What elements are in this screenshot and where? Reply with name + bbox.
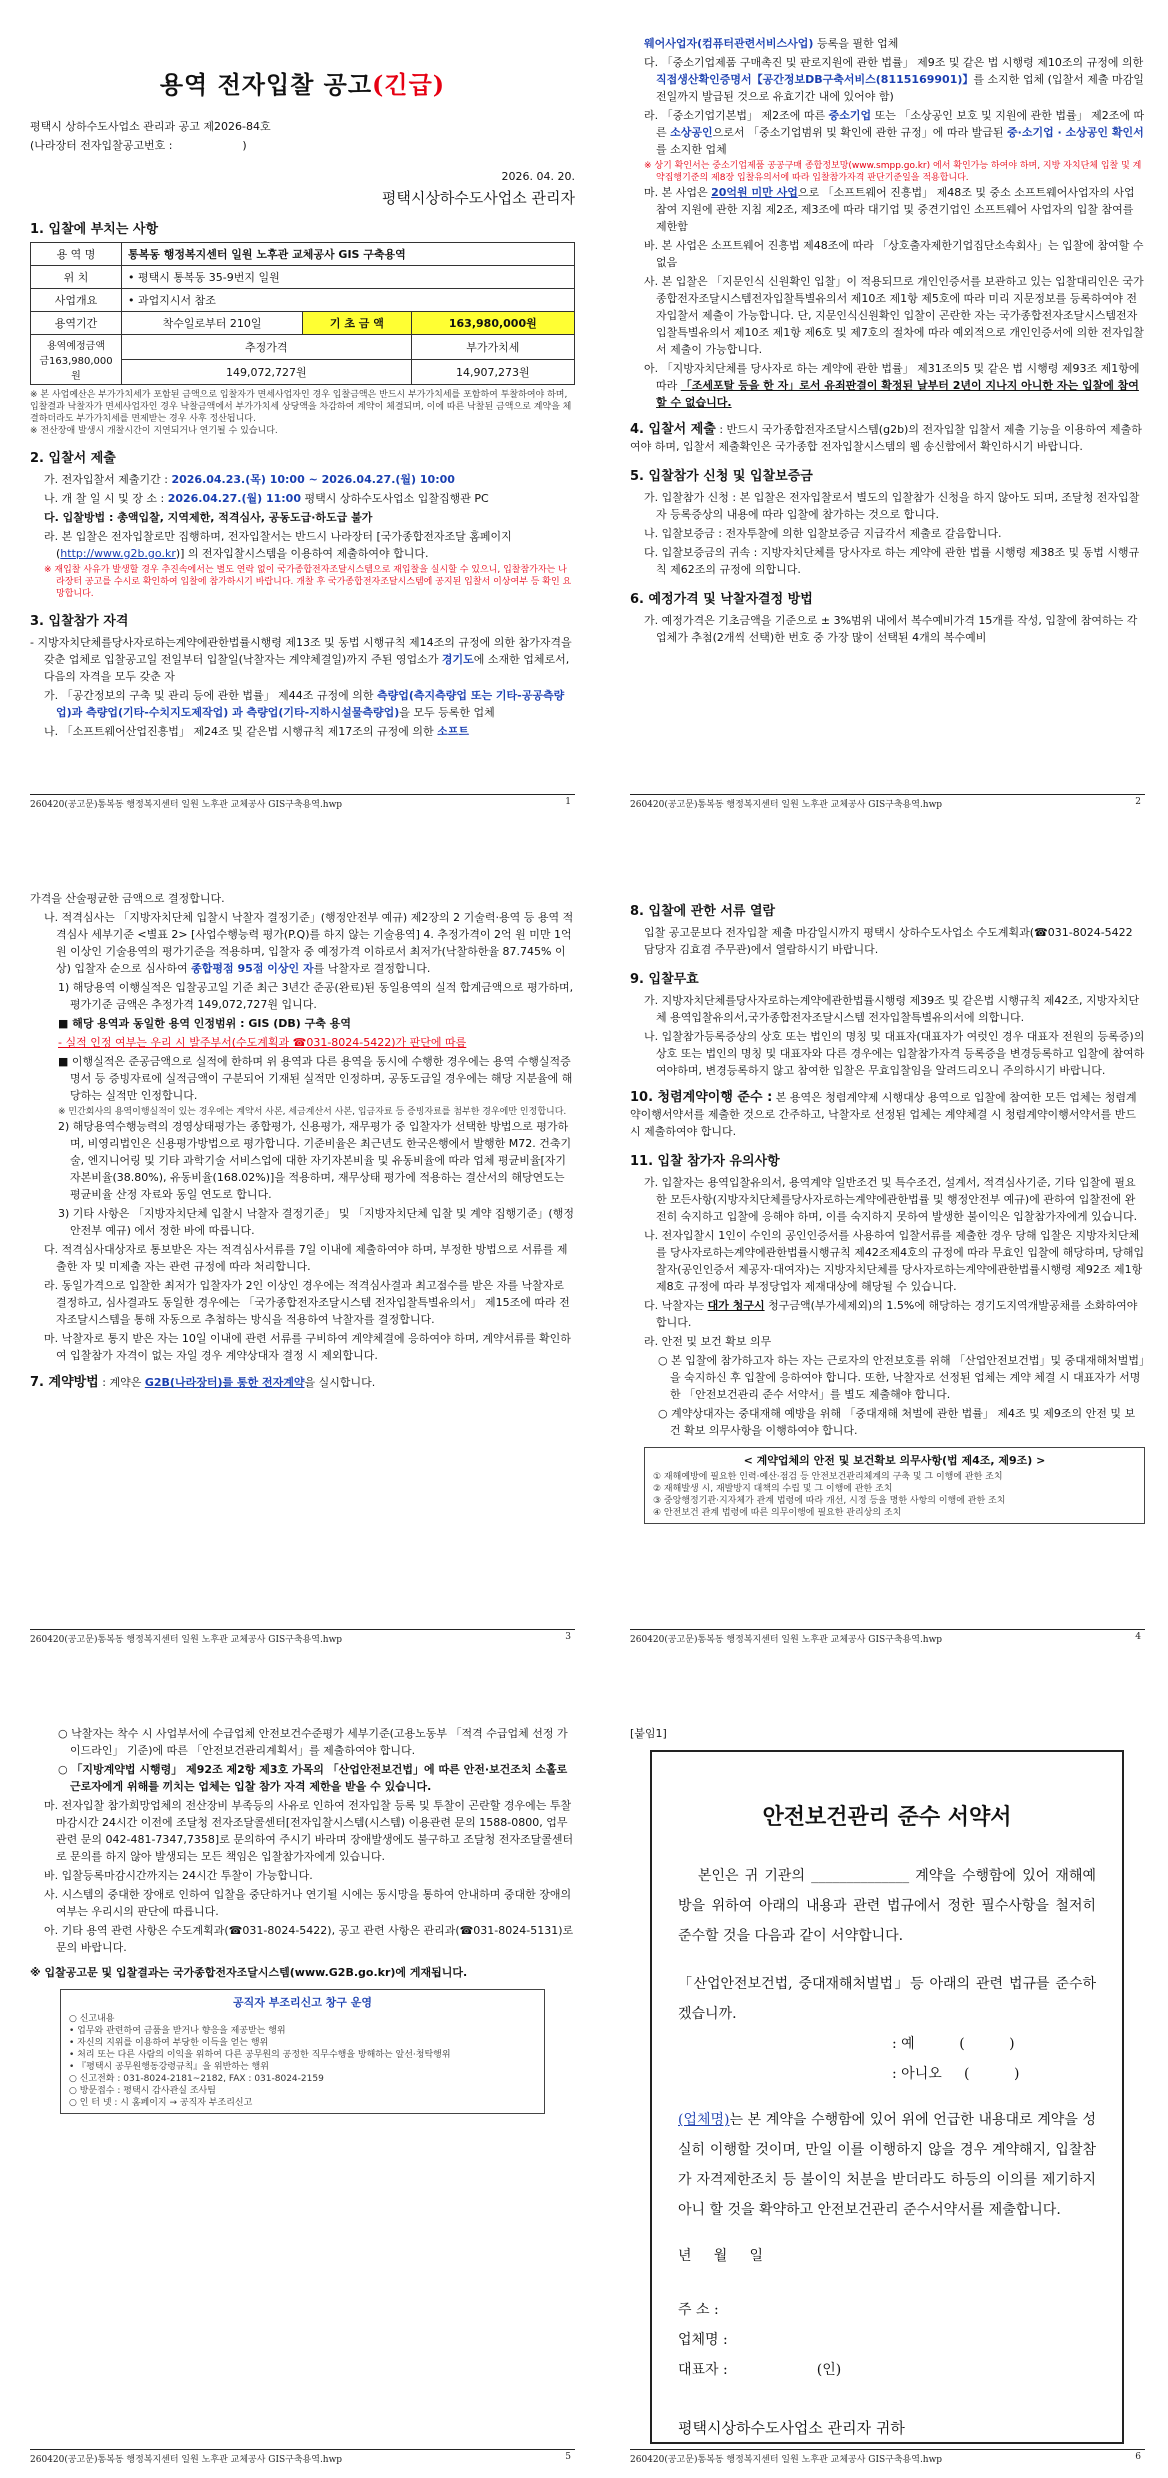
participation-apply: 가. 입찰참가 신청 : 본 입찰은 전자입찰로서 별도의 입찰참가 신청을 하지 않아도 되며, 조달청 전자입찰자 등록증상의 내용에 따라 입찰에 참가하는 것으로 합니다. [644,491,1140,521]
list-item: • 처리 또는 다른 사람의 이익을 위하여 다른 공무원의 공정한 직무수행을 방해하는 알선·청탁행위 [69,2050,451,2060]
bidder-duty: 가. 입찰자는 용역입찰유의서, 용역계약 일반조건 및 특수조건, 설계서, 적격심사기준, 기타 입찰에 필요한 모든사항(지방자치단체를당사자로하는계약에관한법률 및 행정안전부 예규)에 관하여 입찰전에 완전히 숙지하고 입찰에 응해야 하며, 이를 숙지하지 못하여 발생한 불이익은 입찰참가자에게 있습니다. [644,1176,1138,1223]
bond-purchase: 다. 낙찰자는 대가 청구시 청구금액(부가세제외)의 1.5%에 해당하는 경기도지역개발공채를 소화하여야 합니다. [644,1299,1138,1329]
certificate-misuse: 나. 전자입찰시 1인이 수인의 공인인증서를 사용하여 입찰서류를 제출한 경우 당해 입찰은 지방자치단체를 당사자로하는계약에관한법률시행규칙 제42조제4호의 규정에 따라 무효인 입찰에 해당하며, 당해입찰자(공인인증서 제공자·대여자)는 지방자치단체를 당사자로하는계약에관한법률시행령 제92조 제1항제8호 규정에 따라 부정당업자 제재대상에 해당될 수 있습니다. [644,1229,1145,1293]
page-5 [30,1725,575,2470]
contract-deadline: 마. 낙찰자로 통지 받은 자는 10일 이내에 관련 서류를 구비하여 계약체결에 응하여야 하며, 계약서류를 확인하여 입찰참가 자격이 없는 자일 경우 계약상대자 결정 시 제외합니다. [44,1332,571,1362]
rebid-warning: ※ 재입찰 사유가 발생할 경우 추진속에서는 별도 연락 없이 국가종합전자조달시스템으로 재입찰을 실시할 수 있으니, 입찰참가자는 나라장터 공고를 수시로 확인하여 입찰에 참가하시기 바랍니다. 개찰 후 국가종합전자조달시스템에 공지된 입찰서 이상여부 등 확인 요망합니다. [44,565,572,599]
price-method: 가. 예정가격은 기초금액을 기준으로 ± 3%범위 내에서 복수예비가격 15개를 작성, 입찰에 참여하는 각 업체가 추첨(2개씩 선택)한 번호 중 가장 많이 선택된 4개의 복수예비 [644,614,1138,644]
page-1 [30,55,575,815]
annex-label: [붙임1] [630,1727,667,1740]
performance-eval: 1) 해당용역 이행실적은 입찰공고일 기준 최근 3년간 준공(완료)된 동일용역의 실적 합계금액으로 평가하며, 평가기준 금액은 추정가격 149,072,727원 입니다. [58,981,574,1011]
performance-judge: - 실적 인정 여부는 우리 시 발주부서(수도계획과 ☎031-8024-5422)가 판단에 따름 [58,1036,467,1049]
pledge-recipient: 평택시상하수도사업소 관리자 귀하 [678,2419,905,2437]
section-8-title: 8. 입찰에 관한 서류 열람 [630,904,776,919]
e-bid-instruction: 라. 본 입찰은 전자입찰로만 집행하며, 전자입찰서는 반드시 나라장터 [국가종합전자조달 홈페이지(http://www.g2b.go.kr)] 의 전자입찰시스템을 이용하여 제출하여야 합니다. [44,530,512,560]
direct-production-cert: 다. 「중소기업제품 구매촉진 및 판로지원에 관한 법률」 제9조 및 같은 법 시행령 제10조의 규정에 의한 직접생산확인증명서【공간정보DB구축서비스(8115169901)】를 소지한 업체 (입찰서 제출 마감일 전일까지 발급된 것으로 유효기간 내에 있어야 함) [644,56,1144,103]
safety-plan: ○ 낙찰자는 착수 시 사업부서에 수급업체 안전보건수준평가 세부기준(고용노동부 「적격 수급업체 선정 가이드라인」 기준)에 따른 「안전보건관리계획서」를 제출하여야 합니다. [58,1727,568,1757]
publication-notice: ※ 입찰공고문 및 입찰결과는 국가종합전자조달시스템(www.G2B.go.kr)에 게재됩니다. [30,1966,468,1979]
section-1-title: 1. 입찰에 부치는 사항 [30,222,159,237]
section-3-title: 3. 입찰참가 자격 [30,614,129,629]
safety-pledge-form [650,1750,1124,2444]
tax-evasion-limit: 아. 「지방자치단체를 당사자로 하는 계약에 관한 법률」 제31조의5 및 같은 법 시행령 제93조 제1항에 따라 「조세포탈 등을 한 자」로서 유죄판결이 확정된 날부터 2년이 지나지 아니한 자는 입찰에 참여할 수 없습니다. [644,362,1140,409]
page-2 [630,35,1145,815]
qualification-software: 나. 「소프트웨어산업진흥법」 제24조 및 같은법 시행규칙 제17조의 규정에 의한 소프트 [44,725,470,738]
section-11-title: 11. 입찰 참가자 유의사항 [630,1154,780,1169]
bond-forfeit: 다. 입찰보증금의 귀속 : 지방자치단체를 당사자로 하는 계약에 관한 법률 시행령 제38조 및 동법 시행규칙 제62조의 규정에 의합니다. [644,546,1140,576]
page-footer: 260420(공고문)통복동 행정복지센터 일원 노후관 교체공사 GIS구축용역.hwp 6 [630,2449,1145,2466]
notice-date: 2026. 04. 20. [501,170,575,183]
pledge-body-1: 본인은 귀 기관의 ______________ 계약을 수행함에 있어 재해예방을 위하여 아래의 내용과 관련 법규에서 정한 필수사항을 철저히 준수할 것을 다음과 같이 서약합니다. [678,1868,1096,1944]
call-center: 마. 전자입찰 참가희망업체의 전산장비 부족등의 사유로 인하여 전자입찰 등록 및 투찰이 곤란할 경우에는 투찰마감시간 24시간 이전에 조달청 전자조달콜센터[전자입찰시스템(시스템) 이용관련 문의 1588-0800, 업무관련 문의 042-481-7347,7358]로 문의하여 주시기 바라며 장애발생에도 불구하고 조달청 전자조달콜센터로 문의를 하지 않아 발생되는 모든 책임은 입찰참가자에게 있습니다. [44,1799,574,1863]
fingerprint-auth: 사. 본 입찰은 「지문인식 신원확인 입찰」이 적용되므로 개인인증서를 보관하고 있는 입찰대리인은 국가종합전자조달시스템전자입찰특별유의서 제10조 제1항 제5호에 따라 미리 지문정보를 등록하여야 전자입찰서 제출이 가능합니다. 단, 지문인식신원확인 입찰이 곤란한 자는 국가종합전자조달시스템전자입찰특별유의서 제10조 제1항 제6호 및 제7호의 절차에 따라 예외적으로 개인인증서에 의한 전자입찰서 제출이 가능합니다. [644,275,1144,356]
company-field: 업체명 : [678,2332,728,2348]
list-item: ○ 인 터 넷 : 시 홈페이지 → 공직자 부조리신고 [69,2098,253,2108]
qualification-intro: - 지방자치단체를당사자로하는계약에관한법률시행령 제13조 및 동법 시행규칙 제14조의 규정에 의한 참가자격을 갖춘 업체로 입찰공고일 전일부터 입찰일(낙찰자는 계약체결일)까지 주된 영업소가 경기도에 소재한 업체로서, 다음의 자격을 모두 갖춘 자 [30,636,572,683]
tie-break: 라. 동일가격으로 입찰한 최저가 입찰자가 2인 이상인 경우에는 적격심사결과 최고점수를 받은 자를 낙찰자로 결정하고, 심사결과도 동일한 경우에는 「국가종합전자조달시스템 전자입찰특별유의서」 제15조에 따라 전자조달시스템을 통해 자동으로 추첨하는 방식을 적용하여 낙찰자를 결정합니다. [44,1279,570,1326]
private-performance-note: ※ 민간회사의 용역이행실적이 있는 경우에는 계약서 사본, 세금계산서 사본, 입금자료 등 증빙자료를 첨부한 경우에만 인정합니다. [58,1107,567,1117]
contact-info: 아. 기타 용역 관련 사항은 수도계획과(☎031-8024-5422), 공고 관련 사항은 관리과(☎031-8024-5131)로 문의 바랍니다. [44,1924,574,1954]
page-footer: 260420(공고문)통복동 행정복지센터 일원 노후관 교체공사 GIS구축용역.hwp 1 [30,794,575,811]
list-item: ④ 안전보건 관계 법령에 따른 의무이행에 필요한 관리상의 조치 [653,1508,902,1518]
large-company-limit: 마. 본 사업은 20억원 미만 사업으로 「소프트웨어 진흥법」 제48조 및 중소 소프트웨어사업자의 사업 참여 지원에 관한 지침 제2조, 제3조에 따라 대기업 및 중견기업인 소프트웨어 사업자의 입찰 참여를 제한함 [644,186,1135,233]
pledge-date: 년 월 일 [678,2248,764,2264]
section-10: 10. 청렴계약이행 준수 : 본 용역은 청렴계약제 시행대상 용역으로 입찰에 참여한 모든 업체는 청렴계약이행서약서를 제출한 것으로 간주하고, 낙찰자로 선정된 업체는 계약체결 시 청렴계약이행서약서를 반드시 제출하여야 합니다. [630,1090,1137,1138]
section-2-title: 2. 입찰서 제출 [30,451,116,466]
page-4 [630,890,1145,1650]
pledge-body-2: (업체명)는 본 계약을 수행함에 있어 위에 언급한 내용대로 계약을 성실히 이행할 것이며, 만일 이를 이행하지 않을 경우 계약해지, 입찰참가 자격제한조치 등 불이익 처분을 받더라도 하등의 이의를 제기하지 아니 할 것을 확약하고 안전보건관리 준수서약서를 제출합니다. [678,2112,1096,2218]
review-documents: 다. 적격심사대상자로 통보받은 자는 적격심사서류를 7일 이내에 제출하여야 하며, 부정한 방법으로 서류를 제출한 자 및 미제출 자는 관련 규정에 따라 처리합니다. [44,1243,568,1273]
24h-bidding: 바. 입찰등록마감시간까지는 24시간 투찰이 가능합니다. [44,1869,313,1882]
document-title: 용역 전자입찰 공고(긴급) [159,70,446,99]
section-7: 7. 계약방법 : 계약은 G2B(나라장터)를 통한 전자계약을 실시합니다. [30,1375,376,1390]
section-4: 4. 입찰서 제출 : 반드시 국가종합전자조달시스템(g2b)의 전자입찰 입찰서 제출 기능을 이용하여 제출하여야 하며, 입찰서 제출확인은 국가종합 전자입찰시스템의 웹 송신함에서 확인하시기 바랍니다. [630,422,1142,453]
price-method-cont: 가격을 산술평균한 금액으로 결정합니다. [30,892,225,905]
pledge-question: 「산업안전보건법, 중대재해처벌법」등 아래의 관련 법규를 준수하겠습니까. [678,1976,1096,2022]
safety-duty: 라. 안전 및 보건 확보 의무 [644,1335,772,1348]
page-footer: 260420(공고문)통복동 행정복지센터 일원 노후관 교체공사 GIS구축용역.hwp 2 [630,794,1145,811]
section-5-title: 5. 입찰참가 신청 및 입찰보증금 [630,469,813,484]
software-business: 웨어사업자(컴퓨터관련서비스사업) 등록을 필한 업체 [644,37,899,50]
list-item: ○ 방문접수 : 평택시 감사관실 조사팀 [69,2086,216,2096]
safety-duty-box: < 계약업체의 안전 및 보건확보 의무사항(법 제4조, 제9조) > ① 재해예방에 필요한 인력·예산·점검 등 안전보건관리체계의 구축 및 그 이행에 관한 조치 ② 재해발생 시, 재발방지 대책의 수립 및 그 이행에 관한 조치 ③ 중앙행정기관·지자체가 관계 법령에 따라 개선, 시정 등을 명한 사항의 이행에 관한 조치 ④ 안전보건 관계 법령에 따른 의무이행에 필요한 관리상의 조치 [644,1447,1145,1524]
sme-cert: 라. 「중소기업기본법」 제2조에 따른 중소기업 또는 「소상공인 보호 및 지원에 관한 법률」 제2조에 따른 소상공인으로서 「중소기업범위 및 확인에 관한 규정」에 따라 발급된 중·소기업 · 소상공인 확인서를 소지한 업체 [644,109,1145,156]
cross-holding-limit: 바. 본 사업은 소프트웨어 진흥법 제48조에 따라 「상호출자제한기업집단소속회사」는 입찰에 참여할 수 없음 [644,239,1144,269]
invalid-name-mismatch: 나. 입찰참가등록증상의 상호 또는 법인의 명칭 및 대표자(대표자가 여럿인 경우 대표자 전원의 등록증)의 상호 또는 법인의 명칭 및 대표자와 다른 경우에는 입찰참가자격 등록증을 변경등록하고 입찰에 참여하여야하며, 변경등록하지 않고 참여한 입찰은 무효입찰임을 알려드리오니 주의하시기 바랍니다. [644,1030,1145,1077]
list-item: • 『평택시 공무원행동강령규칙』을 위반하는 행위 [69,2062,269,2072]
vat-note: ※ 본 사업예산은 부가가치세가 포함된 금액으로 입찰자가 면세사업자인 경우 입찰금액은 반드시 부가가치세를 포함하여 투찰하여야 하며, 입찰결과 낙찰자가 면세사업자인 경우 낙찰금액에서 부가가치세 상당액을 차감하여 계약이 체결되며, 이에 따른 낙찰된 금액으로 계약을 체결하더라도 부가가치세를 면제받는 경우 사후 정산됩니다. [30,390,572,424]
e-notice-number: (나라장터 전자입찰공고번호 : ) [30,139,247,152]
management-eval: 2) 해당용역수행능력의 경영상태평가는 종합평가, 신용평가, 재무평가 중 입찰자가 선택한 방법으로 평가하며, 비영리법인은 신용평가방법으로 평가합니다. 기준비율은 최근년도 한국은행에서 발행한 M72. 건축기술, 엔지니어링 및 기타 과학기술 서비스업에 대한 자기자본비율 및 유동비율에 따라 업체 평균비율[자기자본비율(38.80%), 유동비율(168.02%)]을 적용하며, 재무상태 평가에 적용하는 결산서의 해당연도는 평균비율 산정 자료와 동일 연도로 합니다. [58,1120,572,1201]
address-field: 주 소 : [678,2302,719,2318]
answer-yes[interactable]: : 예 ( ) [892,2036,1015,2052]
invalid-rules: 가. 지방자치단체를당사자로하는계약에관한법률시행령 제39조 및 같은법 시행규칙 제42조, 지방자치단체 용역입찰유의서,국가종합전자조달시스템 전자입찰특별유의서에 의합니다. [644,994,1140,1024]
page-3 [30,890,575,1650]
section-6-title: 6. 예정가격 및 낙찰자결정 방법 [630,592,813,607]
corruption-report-box: 공직자 부조리신고 창구 운영 ○ 신고내용 • 업무와 관련하여 금품을 받거나 향응을 제공받는 행위 • 자신의 지위를 이용하여 부당한 이득을 얻는 행위 • 처리 또는 다른 사람의 이익을 위하여 다른 공무원의 공정한 직무수행을 방해하는 알선·청탁행위 • 『평택시 공무원행동강령규칙』을 위반하는 행위 ○ 신고전화 : 031-8024-2181~2182, FAX : 031-8024-2159 ○ 방문접수 : 평택시 감사관실 조사팀 ○ 인 터 넷 : 시 홈페이지 → 공직자 부조리신고 [60,1989,545,2114]
issuer: 평택시상하수도사업소 관리자 [381,189,575,207]
pledge-title: 안전보건관리 준수 서약서 [762,1804,1012,1830]
answer-no[interactable]: : 아니오 ( ) [892,2066,1020,2082]
list-item: • 업무와 관련하여 금품을 받거나 향응을 제공받는 행위 [69,2026,286,2036]
submission-period: 가. 전자입찰서 제출기간 : 2026.04.23.(목) 10:00 ~ 2026.04.27.(월) 10:00 [44,473,455,486]
performance-amount: ■ 이행실적은 준공금액으로 실적에 한하며 위 용역과 다른 용역을 동시에 수행한 경우에는 용역 수행실적증명서 등 증빙자료에 실적금액이 구분되어 기재된 실적만 인정하며, 공동도급일 경우에는 해당 지분율에 해당하는 실적만 인정합니다. [58,1055,573,1102]
bid-method: 다. 입찰방법 : 총액입찰, 지역제한, 적격심사, 공동도급·하도급 불가 [44,511,373,524]
outage-note: ※ 전산장애 발생시 개찰시간이 지연되거나 연기될 수 있습니다. [30,426,278,436]
list-item: ③ 중앙행정기관·지자체가 관계 법령에 따라 개선, 시정 등을 명한 사항의 이행에 관한 조치 [653,1496,1006,1506]
sme-note: ※ 상기 확인서는 중소기업제품 공공구매 종합정보망(www.smpp.go.kr) 에서 확인가능 하여야 하며, 지방 자치단체 입찰 및 계약집행기준의 제8장 입찰유의서에 따라 입찰참가자격 판단기준일을 적용합니다. [644,161,1142,183]
other-criteria: 3) 기타 사항은 「지방자치단체 입찰시 낙찰자 결정기준」 및 「지방자치단체 입찰 및 계약 집행기준」(행정안전부 예규) 에서 정한 바에 따릅니다. [58,1207,574,1237]
document-view: 입찰 공고문보다 전자입찰 제출 마감일시까지 평택시 상하수도사업소 수도계획과(☎031-8024-5422 담당자 김효겸 주무관)에서 열람하시기 바랍니다. [644,926,1133,956]
system-outage: 사. 시스템의 중대한 장애로 인하여 입찰을 중단하거나 연기될 시에는 동시망을 통하여 안내하며 중대한 장애의 여부는 우리시의 판단에 따릅니다. [44,1888,572,1918]
bid-info-table: 용 역 명 통복동 행정복지센터 일원 노후관 교체공사 GIS 구축용역 위 치 • 평택시 통복동 35-9번지 일원 사업개요 • 과업지시서 참조 용역기간 착수일로부터 210일 기 초 금 액 163,980,000원 용역예정금액 금163,980,000원 추정가격 부가가치세 149,072,727원 14,907,273원 [30,242,575,385]
qualification-review: 나. 적격심사는 「지방자치단체 입찰시 낙찰자 결정기준」(행정안전부 예규) 제2장의 2 기술력·용역 등 용역 적격심사 세부기준 <별표 2> [사업수행능력 평가(P.Q)를 하지 않는 기술용역] 4. 추정가격이 2억 원 미만 1억 원 이상인 기술용역의 평가기준을 적용하며, 입찰자 중 예정가격 이하로서 최저가(낙찰하한율 87.745% 이상) 입찰자 순으로 심사하여 종합평점 95점 이상인 자를 낙찰자로 결정합니다. [44,911,574,975]
opening-datetime: 나. 개 찰 일 시 및 장 소 : 2026.04.27.(월) 11:00 평택시 상하수도사업소 입찰집행관 PC [44,492,489,505]
page-footer: 260420(공고문)통복동 행정복지센터 일원 노후관 교체공사 GIS구축용역.hwp 5 [30,2449,575,2466]
list-item: ○ 신고내용 [69,2014,115,2024]
list-item: ② 재해발생 시, 재발방지 대책의 수립 및 그 이행에 관한 조치 [653,1484,893,1494]
page-footer: 260420(공고문)통복동 행정복지센터 일원 노후관 교체공사 GIS구축용역.hwp 4 [630,1629,1145,1646]
same-service-range: ■ 해당 용역과 동일한 용역 인정범위 : GIS (DB) 구축 용역 [58,1017,351,1030]
list-item: • 자신의 지위를 이용하여 부당한 이득을 얻는 행위 [69,2038,269,2048]
page-6 [630,1725,1145,2470]
list-item: ○ 신고전화 : 031-8024-2181~2182, FAX : 031-8024-2159 [69,2074,324,2084]
safety-restriction: ○ 「지방계약법 시행령」 제92조 제2항 제3호 가목의 「산업안전보건법」에 따른 안전·보건조치 소홀로 근로자에게 위해를 끼치는 업체는 입찰 참가 자격 제한을 받을 수 있습니다. [58,1763,568,1793]
safety-pledge: ○ 본 입찰에 참가하고자 하는 자는 근로자의 안전보호를 위해 「산업안전보건법」및 중대재해처벌법」을 숙지하신 후 입찰에 응하여야 합니다. 또한, 낙찰자로 선정된 업체는 계약 체결 시 대표자가 서명한 「안전보건관리 준수 서약서」를 별도 제출해야 합니다. [658,1354,1145,1401]
g2b-link[interactable]: http://www.g2b.go.kr [60,547,176,560]
notice-number: 평택시 상하수도사업소 관리과 공고 제2026-84호 [30,120,271,133]
representative-field: 대표자 : (인) [678,2362,842,2378]
page-footer: 260420(공고문)통복동 행정복지센터 일원 노후관 교체공사 GIS구축용역.hwp 3 [30,1629,575,1646]
qualification-survey: 가. 「공간정보의 구축 및 관리 등에 관한 법률」 제44조 규정에 의한 측량업(측지측량업 또는 기타-공공측량업)과 측량업(기타-수치지도제작업) 과 측량업(기타-지하시설물측량업)을 모두 등록한 업체 [44,689,565,719]
serious-accident-duty: ○ 계약상대자는 중대재해 예방을 위해 「중대재해 처벌에 관한 법률」 제4조 및 제9조의 안전 및 보건 확보 의무사항을 이행하여야 합니다. [658,1407,1136,1437]
bid-bond: 나. 입찰보증금 : 전자투찰에 의한 입찰보증금 지급각서 제출로 갈음합니다. [644,527,1002,540]
section-9-title: 9. 입찰무효 [630,972,699,987]
list-item: ① 재해예방에 필요한 인력·예산·점검 등 안전보건관리체계의 구축 및 그 이행에 관한 조치 [653,1472,1003,1482]
